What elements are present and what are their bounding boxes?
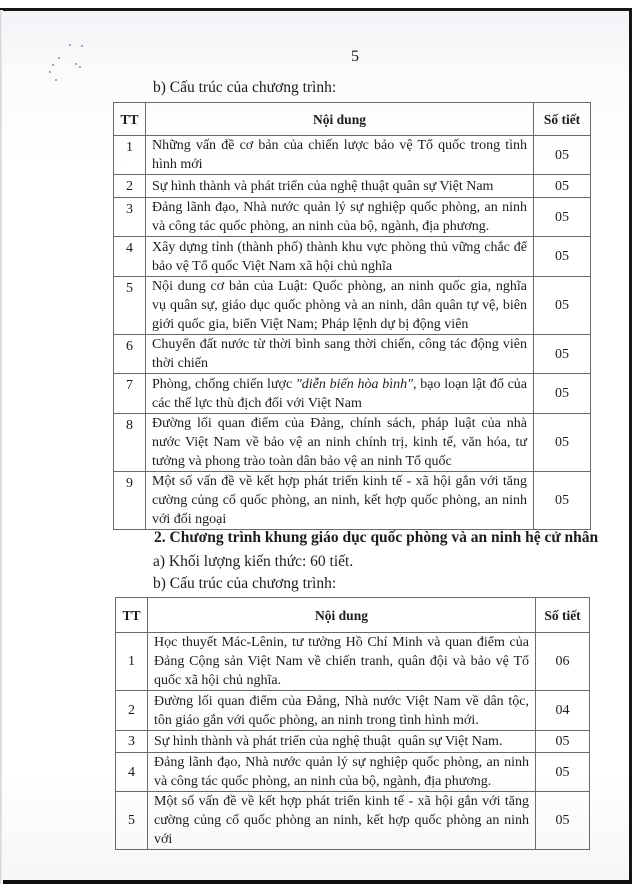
row-periods: 05	[536, 731, 590, 753]
row-periods: 05	[534, 237, 591, 277]
scan-edge-shadow	[0, 10, 3, 884]
row-number: 2	[114, 175, 146, 198]
speckle	[69, 44, 71, 46]
row-number: 7	[114, 374, 146, 414]
row-number: 2	[116, 691, 148, 731]
table-row	[116, 633, 590, 691]
row-number: 5	[116, 792, 148, 850]
row-content: Chuyển đất nước từ thời bình sang thời chiến, công tác động viên thời chiến	[146, 335, 534, 374]
knowledge-volume: a) Khối lượng kiến thức: 60 tiết.	[153, 553, 354, 570]
structure-caption-2: b) Cấu trúc của chương trình:	[153, 575, 337, 592]
page-number: 5	[351, 48, 359, 65]
row-periods: 05	[536, 753, 590, 792]
table-row	[116, 731, 590, 753]
row-number: 5	[114, 277, 146, 335]
row-periods: 06	[536, 633, 590, 691]
row-periods: 05	[534, 175, 591, 198]
table-row	[114, 175, 591, 198]
table-row	[114, 237, 591, 277]
header-tt: TT	[116, 598, 148, 633]
curriculum-table-1	[113, 102, 591, 530]
header-content: Nội dung	[148, 598, 536, 633]
row-periods: 05	[534, 335, 591, 374]
quoted-term: "diễn biến hòa bình"	[295, 376, 414, 392]
row-number: 4	[116, 753, 148, 792]
structure-caption-1: b) Cấu trúc của chương trình:	[153, 79, 337, 96]
row-number: 1	[116, 633, 148, 691]
row-number: 8	[114, 414, 146, 472]
row-content: Xây dựng tỉnh (thành phố) thành khu vực phòng thủ vững chắc để bảo vệ Tổ quốc Việt Nam xã hội chủ nghĩa	[146, 237, 534, 277]
section-heading: 2. Chương trình khung giáo dục quốc phòng và an ninh hệ cử nhân	[154, 529, 599, 546]
row-periods: 05	[534, 136, 591, 175]
row-number: 4	[114, 237, 146, 277]
content-text: Phòng, chống chiến lược	[152, 376, 296, 392]
table-row	[114, 198, 591, 237]
table-row	[114, 472, 591, 530]
row-content	[146, 374, 534, 414]
table-row	[114, 277, 591, 335]
table-row	[114, 414, 591, 472]
row-content: Sự hình thành và phát triển của nghệ thuật quân sự Việt Nam.	[148, 731, 536, 753]
row-number: 6	[114, 335, 146, 374]
row-periods: 04	[536, 691, 590, 731]
header-periods: Số tiết	[534, 103, 591, 136]
table-row	[114, 335, 591, 374]
row-content: Học thuyết Mác-Lênin, tư tưởng Hồ Chí Minh và quan điểm của Đảng Cộng sản Việt Nam về chiến tranh, quân đội và bảo vệ Tổ quốc xã hội chủ nghĩa.	[148, 633, 536, 691]
table-row	[114, 374, 591, 414]
row-content: Đảng lãnh đạo, Nhà nước quản lý sự nghiệp quốc phòng, an ninh và công tác quốc phòng, an ninh của bộ, ngành, địa phương.	[146, 198, 534, 237]
table-row	[116, 691, 590, 731]
table-row	[116, 753, 590, 792]
row-periods: 05	[536, 792, 590, 850]
row-content: Đường lối quan điểm của Đảng, chính sách, pháp luật của nhà nước Việt Nam về bảo vệ an ninh chính trị, kinh tế, văn hóa, tư tưởng và phong trào toàn dân bảo vệ an ninh Tổ quốc	[146, 414, 534, 472]
row-number: 3	[116, 731, 148, 753]
header-tt: TT	[114, 103, 146, 136]
header-periods: Số tiết	[536, 598, 590, 633]
table-row	[114, 136, 591, 175]
speckle	[49, 71, 51, 73]
speckle	[79, 66, 81, 68]
row-periods: 05	[534, 277, 591, 335]
row-content: Sự hình thành và phát triển của nghệ thuật quân sự Việt Nam	[146, 175, 534, 198]
table-header-row	[116, 598, 590, 633]
speckle	[81, 45, 83, 47]
header-content: Nội dung	[146, 103, 534, 136]
row-content: Những vấn đề cơ bản của chiến lược bảo vệ Tổ quốc trong tình hình mới	[146, 136, 534, 175]
row-content: Đảng lãnh đạo, Nhà nước quản lý sự nghiệp quốc phòng, an ninh và công tác quốc phòng, an ninh của bộ, ngành, địa phương.	[148, 753, 536, 792]
row-periods: 05	[534, 414, 591, 472]
row-content: Một số vấn đề về kết hợp phát triển kinh tế - xã hội gắn với tăng cường củng cố quốc phòng an ninh, kết hợp quốc phòng an ninh với	[148, 792, 536, 850]
table-header-row	[114, 103, 591, 136]
row-number: 3	[114, 198, 146, 237]
row-content: Đường lối quan điểm của Đảng, Nhà nước Việt Nam về dân tộc, tôn giáo gắn với quốc phòng, an ninh trong tình hình mới.	[148, 691, 536, 731]
curriculum-table-2	[115, 597, 590, 850]
row-content: Một số vấn đề về kết hợp phát triển kinh tế - xã hội gắn với tăng cường củng cố quốc phòng, an ninh, kết hợp quốc phòng, an ninh với đối ngoại	[146, 472, 534, 530]
table-row	[116, 792, 590, 850]
row-periods: 05	[534, 198, 591, 237]
row-number: 1	[114, 136, 146, 175]
row-number: 9	[114, 472, 146, 530]
row-periods: 05	[534, 374, 591, 414]
speckle	[55, 79, 57, 81]
row-periods: 05	[534, 472, 591, 530]
content-text: , bạo loạn lật đổ của các thế lực thù địch đối với Việt Nam	[152, 376, 527, 411]
row-content: Nội dung cơ bản của Luật: Quốc phòng, an ninh quốc gia, nghĩa vụ quân sự, giáo dục quốc phòng và an ninh, dân quân tự vệ, biên giới quốc gia, biển Việt Nam; Pháp lệnh dự bị động viên	[146, 277, 534, 335]
